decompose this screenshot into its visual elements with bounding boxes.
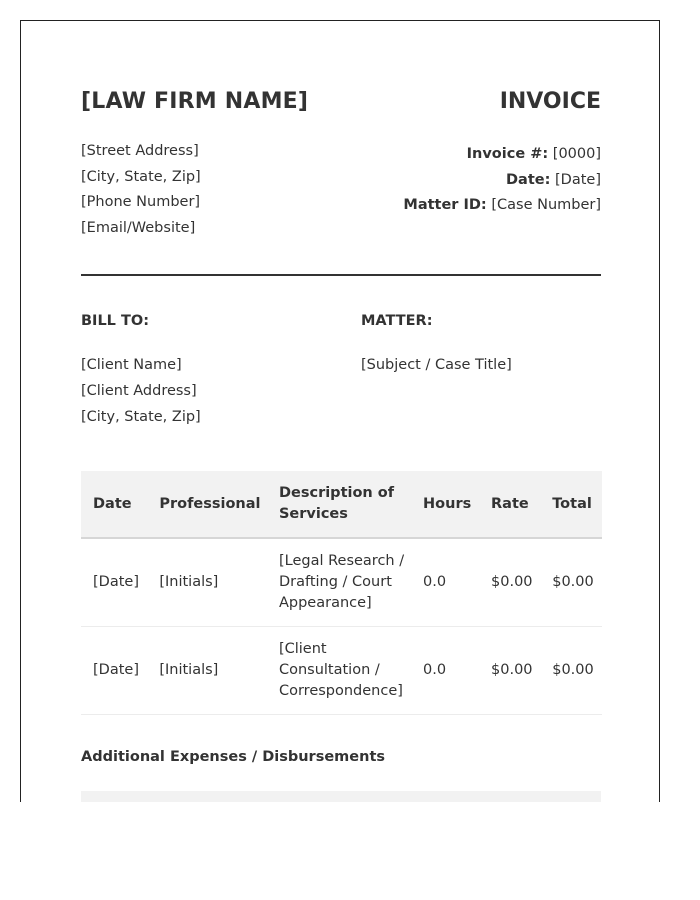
firm-name: [LAW FIRM NAME]	[81, 89, 309, 114]
cell-professional: [Initials]	[147, 538, 267, 626]
invoice-date-label: Date:	[506, 171, 551, 188]
header-divider	[81, 274, 601, 276]
matter-lines	[361, 352, 512, 378]
firm-city-state-zip: [City, State, Zip]	[81, 168, 201, 185]
header-description: Description of Services	[267, 471, 411, 538]
invoice-page	[20, 20, 660, 802]
invoice-number-row	[403, 142, 601, 168]
matter-id-value: [Case Number]	[491, 197, 601, 213]
cell-hours: 0.0	[411, 538, 479, 626]
expenses-heading: Additional Expenses / Disbursements	[81, 749, 386, 765]
invoice-meta-block	[403, 142, 601, 219]
matter-subject: [Subject / Case Title]	[361, 357, 512, 373]
invoice-title: INVOICE	[499, 89, 601, 114]
services-table-head	[81, 471, 602, 538]
cell-total: $0.00	[540, 626, 602, 714]
invoice-content	[81, 21, 601, 765]
cell-description: [Client Consultation / Correspondence]	[267, 626, 411, 714]
bill-to-heading: BILL TO:	[81, 313, 149, 329]
cell-rate: $0.00	[479, 538, 540, 626]
firm-street-address: [Street Address]	[81, 143, 199, 159]
table-row	[81, 538, 602, 626]
invoice-number-value: [0000]	[552, 146, 601, 162]
services-table-body	[81, 538, 602, 714]
client-name: [Client Name]	[81, 357, 182, 373]
invoice-date-row	[403, 168, 601, 194]
cell-date: [Date]	[81, 626, 147, 714]
cell-professional: [Initials]	[147, 626, 267, 714]
matter-heading: MATTER:	[361, 313, 433, 329]
invoice-date-value: [Date]	[555, 171, 601, 188]
cell-hours: 0.0	[411, 626, 479, 714]
header-hours: Hours	[411, 471, 479, 538]
bill-to-block	[81, 311, 201, 430]
cell-date: [Date]	[81, 538, 147, 626]
header-total: Total	[540, 471, 602, 538]
client-city-state-zip: [City, State, Zip]	[81, 409, 201, 425]
invoice-number-label: Invoice #:	[466, 146, 549, 162]
services-header-row	[81, 471, 602, 538]
client-address: [Client Address]	[81, 383, 197, 399]
cell-description: [Legal Research / Drafting / Court Appearance]	[267, 538, 411, 626]
header-rate: Rate	[479, 471, 540, 538]
matter-id-label: Matter ID:	[403, 197, 487, 213]
bill-to-lines	[81, 352, 201, 430]
matter-block	[361, 311, 512, 378]
services-table	[81, 471, 602, 715]
matter-id-row	[403, 193, 601, 219]
expenses-table-header	[81, 791, 601, 802]
firm-address-block	[81, 139, 201, 242]
cell-rate: $0.00	[479, 626, 540, 714]
firm-email-website: [Email/Website]	[81, 220, 196, 237]
firm-phone-number: [Phone Number]	[81, 194, 201, 211]
header-date: Date	[81, 471, 147, 538]
header-professional: Professional	[147, 471, 267, 538]
cell-total: $0.00	[540, 538, 602, 626]
invoice-header	[81, 21, 601, 274]
table-row	[81, 626, 602, 714]
